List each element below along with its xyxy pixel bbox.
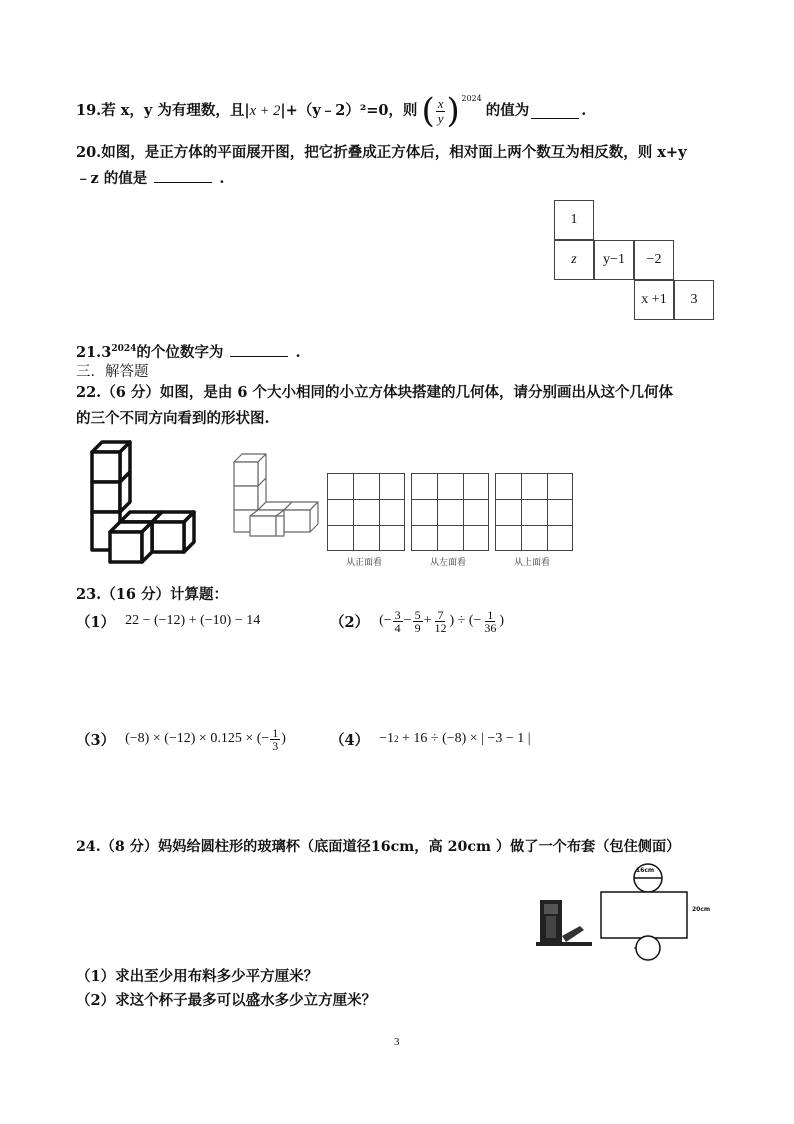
q23-p2-f3-den: 12 <box>434 620 447 635</box>
q23-p1-expr: 22 − (−12) + (−10) − 14 <box>125 613 261 628</box>
q23-p2-f1-den: 4 <box>394 620 401 635</box>
caption-front-view: 从正面看 <box>346 558 383 568</box>
q23-p2-f2-num: 5 <box>414 607 421 622</box>
q23-p4-b: + 16 ÷ (−8) × | −3 − 1 | <box>398 731 531 746</box>
q23-p4-a: −1 <box>379 731 394 746</box>
q23-p1-label: （1） <box>76 613 116 631</box>
q23-part2 <box>330 604 504 638</box>
caption-left-view: 从左面看 <box>430 558 467 568</box>
q23-p4-sup: 2 <box>394 734 399 744</box>
q23-p3-expr: (−8) × (−12) × 0.125 × (− <box>125 731 270 746</box>
q20-line1: 20.如图，是正方体的平面展开图，把它折叠成正方体后，相对面上两个数互为相反数，则 x+y <box>76 144 687 161</box>
q23-p3-label: （3） <box>76 731 116 749</box>
q23-p2-f3-num: 7 <box>437 607 444 622</box>
q19-frac-den: y <box>437 110 444 126</box>
q20-line2-prefix: ﹣z 的值是 <box>76 170 148 187</box>
q21-power: 2024 <box>111 344 137 354</box>
net-face-3: 3 <box>674 280 714 320</box>
q19-frac-num: x <box>437 95 444 111</box>
label-height-20cm: 20cm <box>692 906 711 913</box>
cube-net-figure <box>554 200 720 322</box>
cube-solid-figure-thin <box>228 452 328 538</box>
question-19 <box>76 91 587 131</box>
glass-cup-image <box>536 896 592 946</box>
q23-p2-f4-den: 36 <box>484 620 497 635</box>
q19-suffix: 的值为 <box>485 102 530 119</box>
q23-p3-frac-den: 3 <box>272 738 279 753</box>
q24-sub2: （2）求这个杯子最多可以盛水多少立方厘米？ <box>76 992 377 1009</box>
q23-p3-frac-num: 1 <box>272 725 279 740</box>
q19-prefix: 19.若 x，y 为有理数，且| <box>76 102 250 119</box>
net-face-minus-2: −2 <box>634 240 674 280</box>
q21-end: . <box>295 343 301 361</box>
q24-sub1: （1）求出至少用布料多少平方厘米？ <box>76 968 319 985</box>
q22-line1: 22.（6 分）如图，是由 6 个大小相同的小立方体块搭建的几何体，请分别画出从这个几何体 <box>76 384 674 401</box>
q22-line2: 的三个不同方向看到的形状图. <box>76 410 270 427</box>
q23-p4-label: （4） <box>330 731 370 749</box>
q21-suffix: 的个位数字为 <box>136 343 224 361</box>
question-20-line2 <box>76 168 224 190</box>
label-diameter-16cm: 16cm <box>636 867 655 874</box>
net-face-1: 1 <box>554 200 594 240</box>
q23-p2-f1-num: 3 <box>394 607 401 622</box>
net-face-z: z <box>554 240 594 280</box>
net-face-y-minus-1: y−1 <box>594 240 634 280</box>
q23-title: 23.（16 分）计算题： <box>76 586 228 603</box>
q19-answer-blank[interactable] <box>531 104 579 119</box>
page-number: 3 <box>394 1036 400 1048</box>
q23-p2-plus: + <box>423 613 432 628</box>
q20-end: . <box>219 170 225 187</box>
left-view-grid[interactable] <box>411 473 489 551</box>
net-face-x-plus-1: x +1 <box>634 280 674 320</box>
q23-p2-close: ) <box>499 613 505 628</box>
caption-top-view: 从上面看 <box>514 558 551 568</box>
q19-mid: |+（y﹣2）²=0，则 <box>280 102 418 119</box>
section-3-heading: 三．解答题 <box>76 364 149 380</box>
q21-answer-blank[interactable] <box>230 342 288 357</box>
question-21 <box>76 338 301 364</box>
q23-p2-f2-den: 9 <box>414 620 421 635</box>
q23-part3 <box>76 722 286 756</box>
cube-solid-figure <box>82 440 212 570</box>
q19-end: . <box>581 102 587 119</box>
q19-power: 2024 <box>461 94 482 103</box>
q23-p2-div: ) ÷ (− <box>449 613 482 628</box>
q23-p2-minus: − <box>403 613 412 628</box>
q23-p2-f4-num: 1 <box>487 607 494 622</box>
q23-part1 <box>76 610 260 632</box>
q19-abs-expr: x + 2 <box>249 103 281 119</box>
q23-part4 <box>330 728 531 750</box>
q21-prefix: 21.3 <box>76 343 112 361</box>
q23-p3-close: ) <box>281 731 286 746</box>
top-view-grid[interactable] <box>495 473 573 551</box>
q19-paren-fraction: ( $\frac{x}{y}$ ) 2024 <box>421 94 459 128</box>
q20-answer-blank[interactable] <box>154 168 212 183</box>
q23-p2-open: (− <box>379 613 392 628</box>
q24-line: 24.（8 分）妈妈给圆柱形的玻璃杯（底面道径16cm，高 20cm ）做了一个布套（包住侧面） <box>76 839 681 855</box>
q23-p2-label: （2） <box>330 613 370 631</box>
front-view-grid[interactable] <box>327 473 405 551</box>
